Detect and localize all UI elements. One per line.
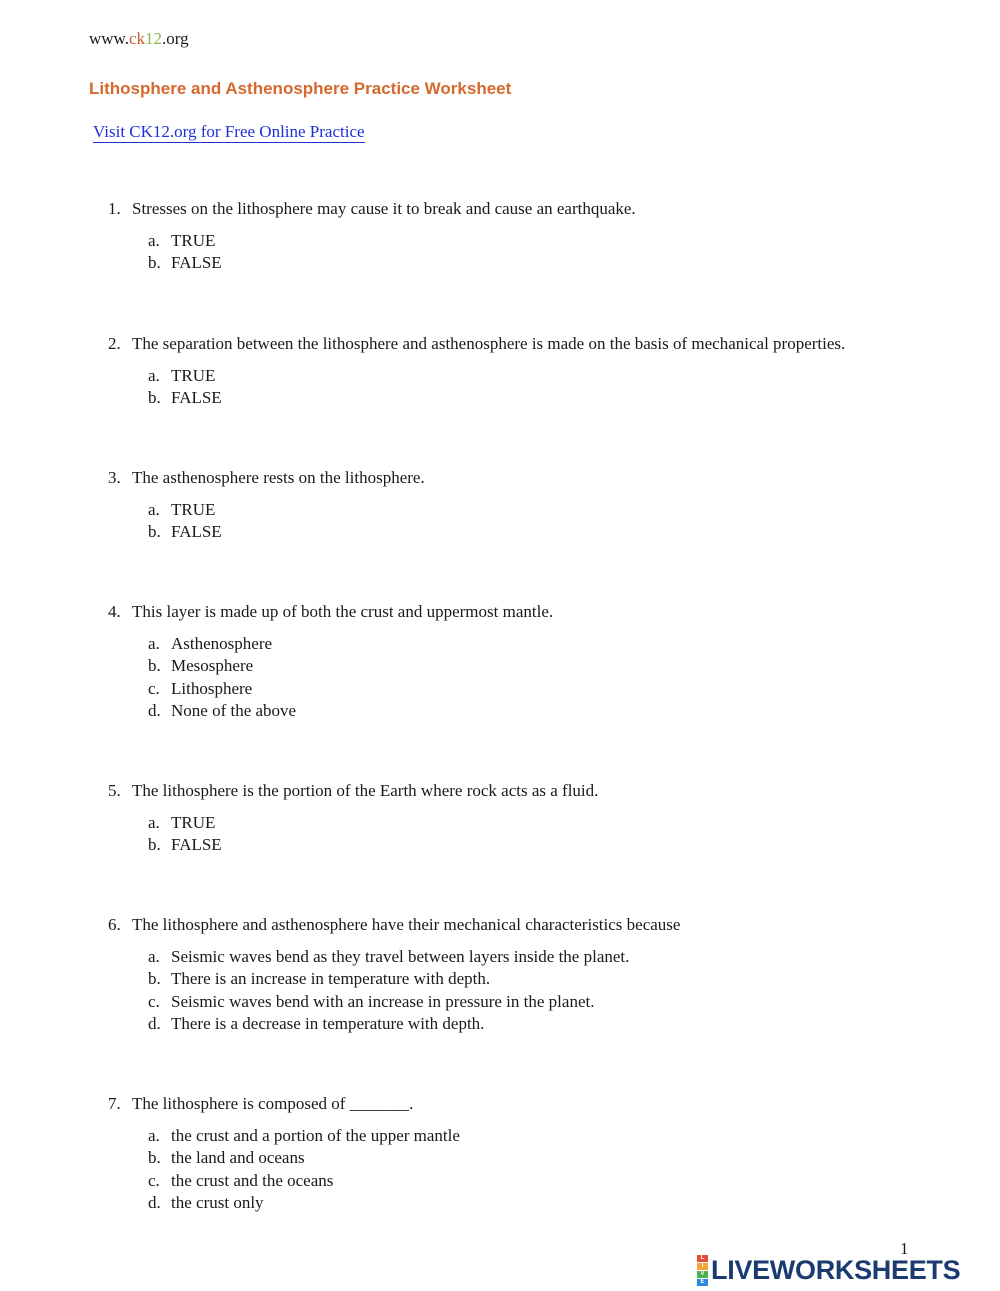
logo-cube: V [697, 1271, 708, 1278]
answer-options [108, 812, 968, 857]
worksheet-title: Lithosphere and Asthenosphere Practice Worksheet [89, 79, 512, 98]
answer-option[interactable] [148, 678, 968, 700]
site-url-ck: ck [128, 29, 146, 48]
answer-option[interactable] [148, 633, 968, 655]
answer-option[interactable] [148, 812, 968, 834]
question-7 [108, 1093, 968, 1215]
question-4 [108, 601, 968, 723]
question-text: The lithosphere is composed of _______. [132, 1094, 414, 1113]
option-letter: c. [148, 1170, 160, 1190]
liveworksheets-logo [697, 1255, 960, 1286]
answer-option[interactable] [148, 946, 968, 968]
site-url [89, 29, 189, 49]
answer-options [108, 365, 968, 410]
option-letter: a. [148, 366, 160, 385]
option-text: the crust and a portion of the upper mantle [171, 1126, 460, 1145]
option-letter: b. [148, 835, 161, 855]
question-text: Stresses on the lithosphere may cause it to break and cause an earthquake. [132, 199, 636, 218]
option-text: TRUE [171, 500, 216, 519]
option-letter: b. [148, 1148, 161, 1168]
site-url-suffix: .org [162, 29, 189, 48]
option-text: FALSE [171, 522, 222, 542]
question-number: 2. [108, 334, 121, 353]
option-letter: a. [148, 813, 160, 832]
answer-option[interactable] [148, 1125, 968, 1147]
option-text: FALSE [171, 388, 222, 408]
option-text: the crust and the oceans [171, 1170, 334, 1190]
option-text: Seismic waves bend with an increase in pressure in the planet. [171, 991, 595, 1011]
option-text: Lithosphere [171, 678, 253, 698]
answer-option[interactable] [148, 499, 968, 521]
option-letter: b. [148, 969, 161, 989]
answer-option[interactable] [148, 834, 968, 856]
question-number: 5. [108, 781, 121, 800]
option-letter: b. [148, 253, 161, 273]
answer-option[interactable] [148, 991, 968, 1013]
option-text: FALSE [171, 253, 222, 273]
question-number: 4. [108, 602, 121, 621]
answer-options [108, 230, 968, 275]
answer-options [108, 499, 968, 544]
practice-link[interactable]: Visit CK12.org for Free Online Practice [93, 122, 365, 141]
option-letter: b. [148, 388, 161, 408]
answer-option[interactable] [148, 655, 968, 677]
logo-cube: I [697, 1263, 708, 1270]
question-text: The asthenosphere rests on the lithosphere. [132, 468, 425, 487]
option-text: the land and oceans [171, 1148, 305, 1168]
answer-option[interactable] [148, 1013, 968, 1035]
option-text: the crust only [171, 1193, 264, 1213]
option-letter: a. [148, 1126, 160, 1145]
answer-option[interactable] [148, 700, 968, 722]
logo-cubes-icon [697, 1255, 708, 1286]
question-number: 3. [108, 468, 121, 487]
option-letter: c. [148, 991, 160, 1011]
question-2 [108, 333, 968, 410]
question-stem [108, 1093, 968, 1115]
option-text: None of the above [171, 701, 297, 721]
option-text: TRUE [171, 231, 216, 250]
logo-text: LIVEWORKSHEETS [711, 1255, 961, 1285]
answer-option[interactable] [148, 252, 968, 274]
option-text: FALSE [171, 835, 222, 855]
option-letter: b. [148, 522, 161, 542]
question-number: 6. [108, 915, 121, 934]
option-letter: a. [148, 500, 160, 519]
question-stem [108, 333, 968, 355]
option-letter: d. [148, 701, 161, 721]
option-text: There is a decrease in temperature with depth. [171, 1014, 485, 1034]
question-number: 7. [108, 1094, 121, 1113]
question-5 [108, 780, 968, 857]
option-text: TRUE [171, 813, 216, 832]
question-1 [108, 198, 968, 275]
option-text: Asthenosphere [171, 634, 273, 653]
option-text: There is an increase in temperature with depth. [171, 969, 491, 989]
question-6 [108, 914, 968, 1036]
answer-option[interactable] [148, 1170, 968, 1192]
question-stem [108, 780, 968, 802]
site-url-prefix: www. [89, 29, 129, 48]
answer-option[interactable] [148, 365, 968, 387]
answer-options [108, 946, 968, 1036]
option-letter: c. [148, 678, 160, 698]
question-3 [108, 467, 968, 544]
answer-options [108, 633, 968, 723]
option-text: TRUE [171, 366, 216, 385]
question-stem [108, 198, 968, 220]
option-letter: b. [148, 656, 161, 676]
question-number: 1. [108, 199, 121, 218]
answer-option[interactable] [148, 230, 968, 252]
logo-cube: L [697, 1255, 708, 1262]
answer-option[interactable] [148, 387, 968, 409]
option-letter: d. [148, 1193, 161, 1213]
option-text: Seismic waves bend as they travel between layers inside the planet. [171, 947, 630, 966]
logo-cube: E [697, 1279, 708, 1286]
question-stem [108, 601, 968, 623]
option-letter: d. [148, 1014, 161, 1034]
option-letter: a. [148, 634, 160, 653]
option-text: Mesosphere [171, 656, 254, 676]
answer-option[interactable] [148, 521, 968, 543]
answer-option[interactable] [148, 968, 968, 990]
question-text: The lithosphere and asthenosphere have their mechanical characteristics because [132, 915, 681, 934]
question-text: The separation between the lithosphere and asthenosphere is made on the basis of mechanical properties. [132, 334, 846, 353]
site-url-12: 12 [145, 29, 163, 48]
option-letter: a. [148, 947, 160, 966]
answer-option[interactable] [148, 1192, 968, 1214]
page-number: 1 [900, 1239, 909, 1258]
question-stem [108, 914, 968, 936]
answer-options [108, 1125, 968, 1215]
question-text: This layer is made up of both the crust and uppermost mantle. [132, 602, 554, 621]
question-stem [108, 467, 968, 489]
answer-option[interactable] [148, 1147, 968, 1169]
question-text: The lithosphere is the portion of the Earth where rock acts as a fluid. [132, 781, 599, 800]
option-letter: a. [148, 231, 160, 250]
